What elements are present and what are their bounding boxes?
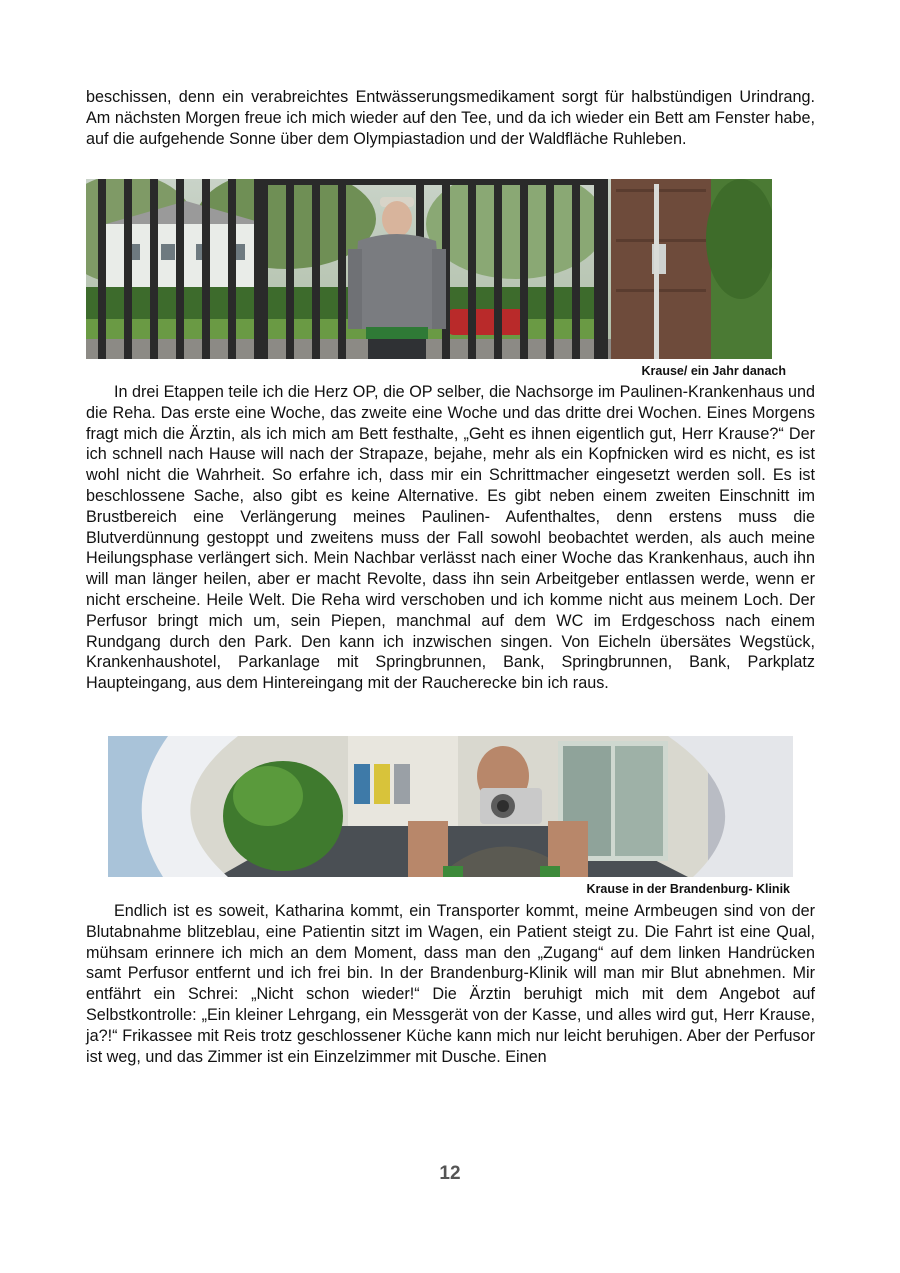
photo-man-at-gate <box>86 179 772 359</box>
photo-caption-1: Krause/ ein Jahr danach <box>641 364 786 378</box>
paragraph-3: Endlich ist es soweit, Katharina kommt, ein Transporter kommt, meine Armbeugen sind von der Blutabnahme blitzeblau, eine Patientin sitzt im Wagen, ein Patient steigt zu. Die Fahrt ist eine Qual, mühsam erinnere ich mich an dem Moment, dass man den „Zugang“ auf dem linken Handrücken samt Perfusor entfernt und ich frei bin. In der Brandenburg-Klinik will man mir Blut abnehmen. Mir entfährt ein Schrei: „Nicht schon wieder!“ Die Ärztin beruhigt mich mit dem Angebot auf Selbstkontrolle: „Ein kleiner Lehrgang, ein Messgerät von der Kasse, und alles wird gut, Herr Krause, ja?!“ Frikassee mit Reis trotz geschlossener Küche kann mich nur leicht beruhigen. Aber der Perfusor ist weg, und das Zimmer ist ein Einzelzimmer mit Dusche. Einen <box>86 902 815 1066</box>
paragraph-1: beschissen, denn ein verabreichtes Entwässerungsmedikament sorgt für halbstündigen Urindrang. Am nächsten Morgen freue ich mich wieder auf den Tee, und da ich wieder ein Bett am Fenster habe, auf die aufgehende Sonne über dem Olympiastadion und der Waldfläche Ruhleben. <box>86 88 815 148</box>
page-number: 12 <box>439 1163 461 1184</box>
photo-caption-2: Krause in der Brandenburg- Klinik <box>586 882 790 896</box>
paragraph-2: In drei Etappen teile ich die Herz OP, die OP selber, die Nachsorge im Paulinen-Krankenhaus und die Reha. Das erste eine Woche, das zweite eine Woche und das dritte drei Wochen. Eines Morgens fragt mich die Ärztin, als ich mich am Bett festhalte, „Geht es ihnen eigentlich gut, Herr Krause?“ Der ich schnell nach Hause will nach der Strapaze, bejahe, mehr als ein Kopfnicken wird es nicht, es ist wohl nicht die Wahrheit. So erfahre ich, dass mir ein Schrittmacher eingesetzt werden soll. Es ist beschlossene Sache, also gibt es keine Alternative. Es gibt neben einem zweiten Einschnitt im Brustbereich eine Verlängerung meines Paulinen- Aufenthaltes, denn erstens muss die Blutverdünnung gestoppt und zweitens muss der Fall sowohl beobachtet werden, als auch meine Heilungsphase verlängert sich. Mein Nachbar verlässt nach einer Woche das Krankenhaus, auch ihn will man länger heilen, aber er macht Revolte, dass ihn sein Arbeitgeber entlassen werde, wenn er nicht erscheine. Heile Welt. Die Reha wird verschoben und ich komme nicht aus meinem Loch. Der Perfusor bringt mich um, sein Piepen, manchmal auf dem WC im Erdgeschoss nach einem Rundgang durch den Park. Den kann ich inzwischen singen. Von Eicheln übersätes Wegstück, Krankenhaushotel, Parkanlage mit Springbrunnen, Bank, Springbrunnen, Bank, Parkplatz Haupteingang, aus dem Hintereingang mit der Raucherecke bin ich raus. <box>86 383 815 693</box>
photo-fisheye-selfie <box>108 736 793 877</box>
